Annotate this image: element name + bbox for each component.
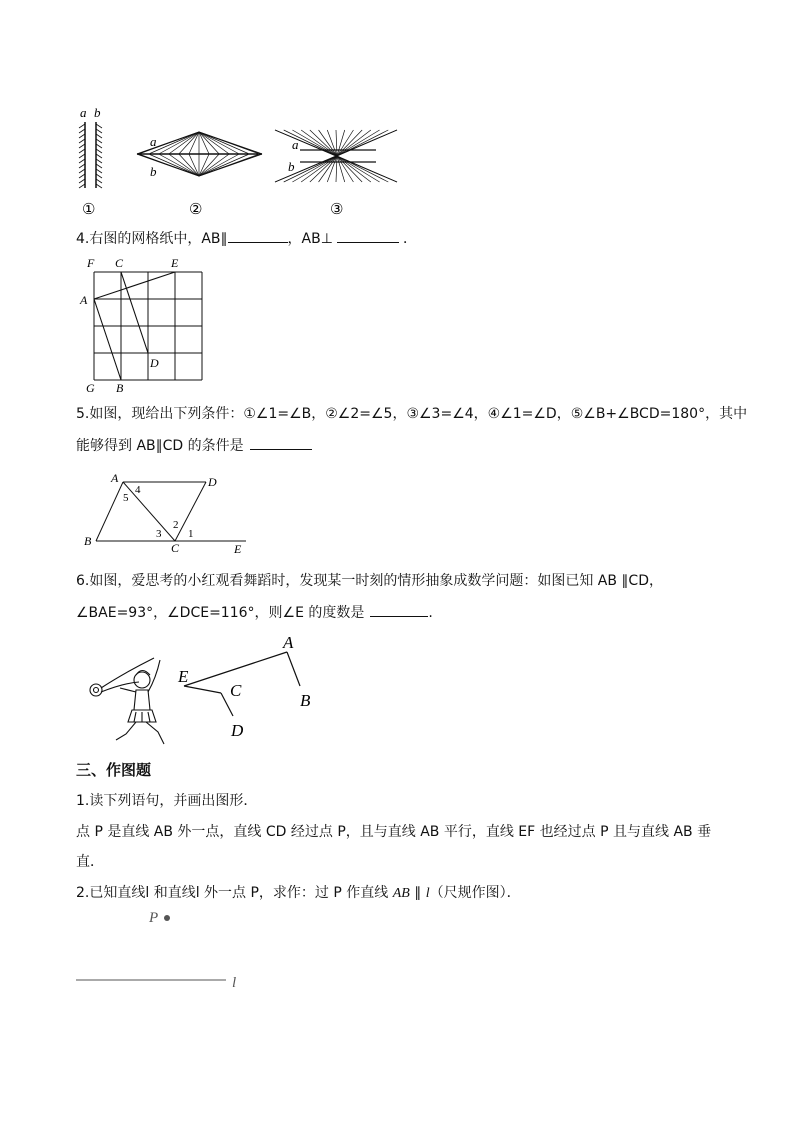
q4-grid-figure	[76, 254, 216, 396]
figure-1	[74, 100, 114, 220]
q6-label-B: B	[300, 691, 311, 710]
q5-line-1: 5.如图，现给出下列条件：①∠1=∠B，②∠2=∠5，③∠3=∠4，④∠1=∠D，⑤∠B+∠BCD=180°，其中	[76, 406, 748, 422]
q6-line-AB	[287, 652, 300, 686]
q6-label-A: A	[283, 633, 294, 652]
q4-grid	[94, 272, 202, 380]
fig1-hatching	[79, 124, 102, 188]
q5-line-2-text: 能够得到 AB∥CD 的条件是	[76, 438, 244, 454]
point-P-dot	[164, 915, 170, 921]
q5-label-E: E	[234, 542, 242, 556]
q5-line-AC	[123, 482, 175, 541]
q4-text-end: ．	[402, 231, 417, 247]
q6-line-EC	[184, 686, 221, 693]
s3-item-1-line-2: 直．	[76, 854, 104, 870]
q5-label-C: C	[171, 541, 180, 555]
fig1-caption: ①	[82, 202, 96, 218]
q6-line-2-text: ∠BAE=93°，∠DCE=116°，则∠E 的度数是	[76, 605, 365, 621]
fig2-caption: ②	[189, 202, 203, 218]
q4-label-F: F	[87, 256, 95, 270]
fig2-label-b: b	[150, 164, 157, 179]
q4-text-prefix: 4.右图的网格纸中，AB∥	[76, 231, 228, 247]
q4-label-E: E	[171, 256, 179, 270]
point-P-label: P	[149, 910, 159, 926]
s3-item-2-parallel: ∥	[409, 885, 426, 901]
q6-label-E: E	[178, 667, 189, 686]
fig2-label-a: a	[150, 134, 157, 149]
q6-line-1: 6.如图，爱思考的小红观看舞蹈时，发现某一时刻的情形抽象成数学问题：如图已知 AB ∥CD，	[76, 573, 663, 589]
s3-item-2-line	[76, 883, 521, 904]
q4-label-G: G	[86, 381, 95, 395]
s3-item-1-title: 1.读下列语句，并画出图形．	[76, 793, 258, 809]
q5-angle-5: 5	[123, 492, 129, 504]
q5-line-BA	[96, 482, 123, 541]
fig1-label-a: a	[80, 105, 87, 120]
line-l-label: l	[232, 975, 237, 991]
q5-label-A: A	[111, 471, 119, 485]
s3-item-2-text: 2.已知直线l 和直线l 外一点 P，求作：过 P 作直线	[76, 885, 393, 901]
figure-2	[132, 120, 267, 220]
s3-item-1-line-1: 点 P 是直线 AB 外一点，直线 CD 经过点 P，且与直线 AB 平行，直线 EF 也经过点 P 且与直线 AB 垂	[76, 824, 712, 840]
q5-angle-3: 3	[156, 528, 162, 540]
figure-3	[272, 120, 402, 220]
fig3-label-a: a	[292, 137, 299, 152]
q5-label-B: B	[84, 534, 92, 548]
q5-line-2	[76, 435, 312, 456]
q4-blank-2	[337, 228, 399, 243]
fig3-caption: ③	[330, 202, 344, 218]
q4-label-D: D	[150, 356, 159, 370]
q5-figure	[78, 470, 253, 556]
dancer-illustration	[84, 648, 174, 748]
q6-label-D: D	[231, 721, 244, 740]
s3-item-2-AB: AB	[392, 886, 410, 901]
s3-item-2-l: l	[425, 886, 430, 901]
q6-label-C: C	[230, 681, 242, 700]
q5-angle-2: 2	[173, 519, 179, 531]
q6-line-2	[76, 602, 433, 623]
q5-angle-4: 4	[135, 484, 141, 496]
s3-item-2-end: （尺规作图）．	[429, 885, 521, 901]
q4-label-C: C	[115, 256, 124, 270]
fig1-label-b: b	[94, 105, 101, 120]
q4-label-B: B	[116, 381, 124, 395]
q4-label-A: A	[80, 293, 88, 307]
line-l-figure	[76, 968, 256, 994]
q4-text	[76, 228, 417, 249]
q5-angle-1: 1	[188, 528, 194, 540]
q5-label-D: D	[208, 475, 217, 489]
q6-figure	[176, 630, 326, 745]
q4-blank-1	[228, 228, 288, 243]
point-P-figure	[145, 904, 185, 930]
q4-text-mid: ，AB⊥	[287, 231, 333, 247]
q5-blank	[250, 435, 312, 450]
q6-line-2-end: .	[428, 605, 433, 621]
fig3-label-b: b	[288, 159, 295, 174]
section-3-heading: 三、作图题	[76, 761, 152, 779]
q6-blank	[370, 602, 428, 617]
